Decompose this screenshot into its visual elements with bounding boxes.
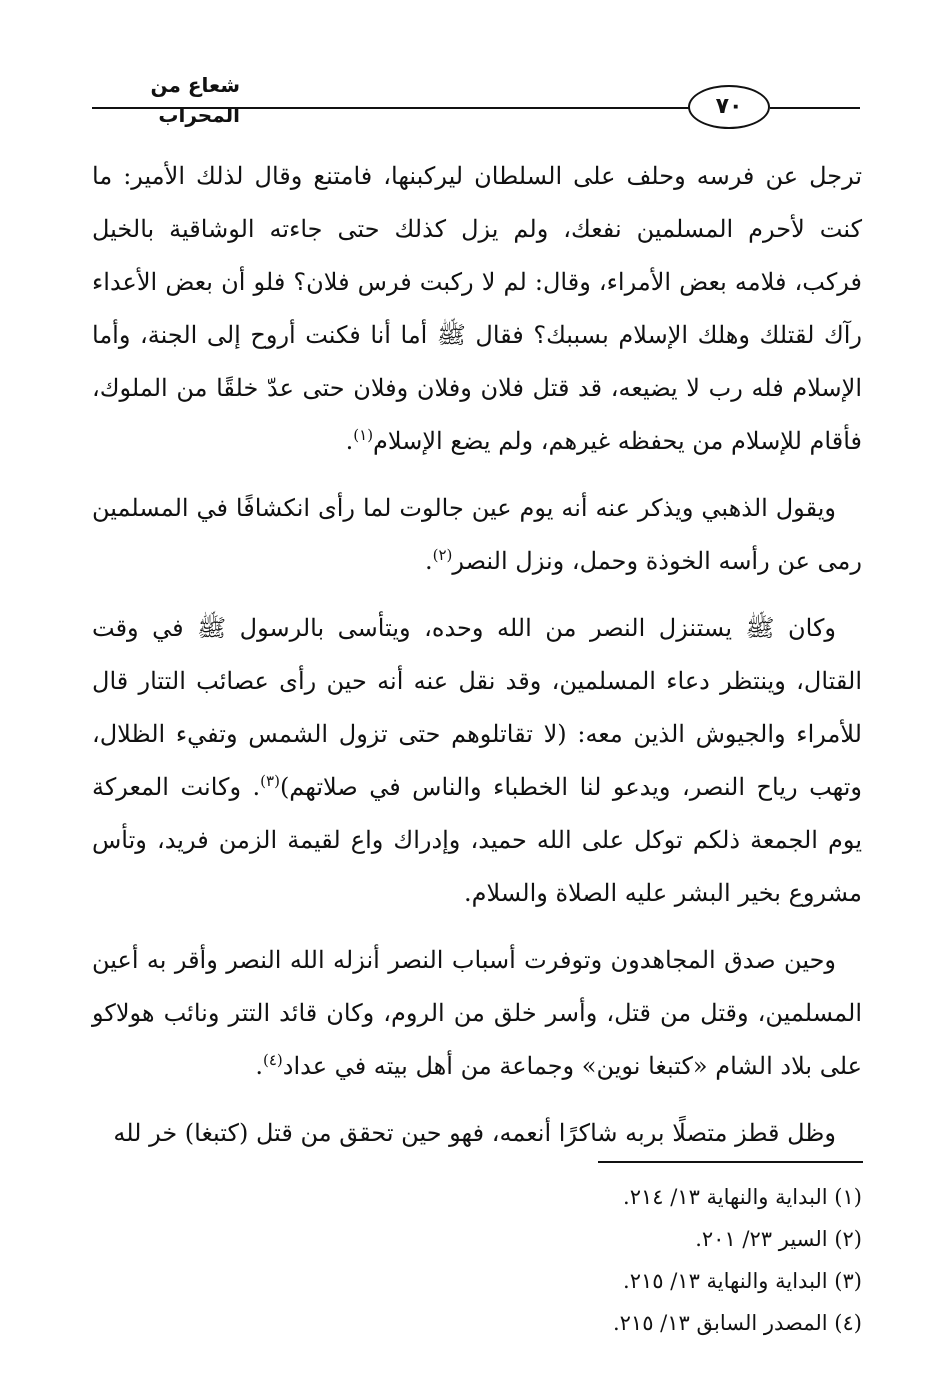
- paragraph-1-text: ترجل عن فرسه وحلف على السلطان ليركبنها، فامتنع وقال لذلك الأمير: ما كنت لأحرم المسلمين نفعك، ولم يزل كذلك حتى جاءته الوشاقية بالخيل فركب، فلامه بعض الأمراء، وقال: لم لا ركبت فرس فلان؟ فلو أن بعض الأعداء رآك لقتلك وهلك الإسلام بسببك؟ فقال ﷺ أما أنا فكنت أروح إلى الجنة، وأما الإسلام فله رب لا يضيعه، قد قتل فلان وفلان وفلان حتى عدّ خلقًا من الملوك، فأقام للإسلام من يحفظه غيرهم، ولم يضع الإسلام: [92, 162, 862, 455]
- paragraph-4: [92, 934, 862, 1093]
- footnotes: [460, 1176, 862, 1344]
- footnote-3: (٣) البداية والنهاية ١٣/ ٢١٥.: [623, 1269, 862, 1293]
- paragraph-1-end: .: [345, 427, 354, 455]
- footnote-ref-1: (١): [353, 426, 374, 444]
- paragraph-2-text: ويقول الذهبي ويذكر عنه أنه يوم عين جالوت لما رأى انكشافًا في المسلمين رمى عن رأسه الخوذة وحمل، ونزل النصر: [92, 494, 862, 575]
- footnote-ref-2: (٢): [432, 546, 453, 564]
- running-title: شعاع من المحراب: [150, 73, 240, 127]
- paragraph-4-end: .: [255, 1052, 263, 1080]
- paragraph-3-text: وكان ﷺ يستنزل النصر من الله وحده، ويتأسى بالرسول ﷺ في وقت القتال، وينتظر دعاء المسلمين، وقد نقل عنه أنه حين رأى عصائب التتار قال للأمراء والجيوش الذين معه: (لا تقاتلوهم حتى تزول الشمس وتفيء الظلال، وتهب رياح النصر، ويدعو لنا الخطباء والناس في صلاتهم): [92, 614, 862, 801]
- header-rule: [92, 107, 690, 109]
- footnote-rule: [598, 1161, 863, 1163]
- page-number: ٧٠: [688, 85, 770, 129]
- paragraph-2-end: .: [424, 547, 433, 575]
- paragraph-3-end: . وكانت المعركة يوم الجمعة ذلكم توكل على الله حميد، وإدراك واع لقيمة الزمن فريد، وتأس مشروع بخير البشر عليه الصلاة والسلام.: [92, 773, 862, 907]
- body-text: [92, 150, 862, 1174]
- paragraph-4-text: وحين صدق المجاهدون وتوفرت أسباب النصر أنزله الله النصر وأقر به أعين المسلمين، وقتل من قتل، وأسر خلق من الروم، وكان قائد التتر ونائب هولاكو على بلاد الشام «كتبغا نوين» وجماعة من أهل بيته في عداد: [92, 946, 862, 1080]
- footnote-ref-4: (٤): [263, 1051, 283, 1069]
- paragraph-3: [92, 602, 862, 920]
- footnote-ref-3: (٣): [260, 772, 280, 790]
- paragraph-2: [92, 482, 862, 588]
- header-rule-right: [770, 107, 860, 109]
- paragraph-1: [92, 150, 862, 468]
- footnote-4: (٤) المصدر السابق ١٣/ ٢١٥.: [612, 1311, 862, 1335]
- footnote-1: (١) البداية والنهاية ١٣/ ٢١٤.: [623, 1185, 862, 1209]
- footnote-2: (٢) السير ٢٣/ ٢٠١.: [695, 1227, 862, 1251]
- paragraph-5-text: وظل قطز متصلًا بربه شاكرًا أنعمه، فهو حين تحقق من قتل (كتبغا) خر لله: [113, 1119, 836, 1147]
- paragraph-5: [92, 1107, 862, 1160]
